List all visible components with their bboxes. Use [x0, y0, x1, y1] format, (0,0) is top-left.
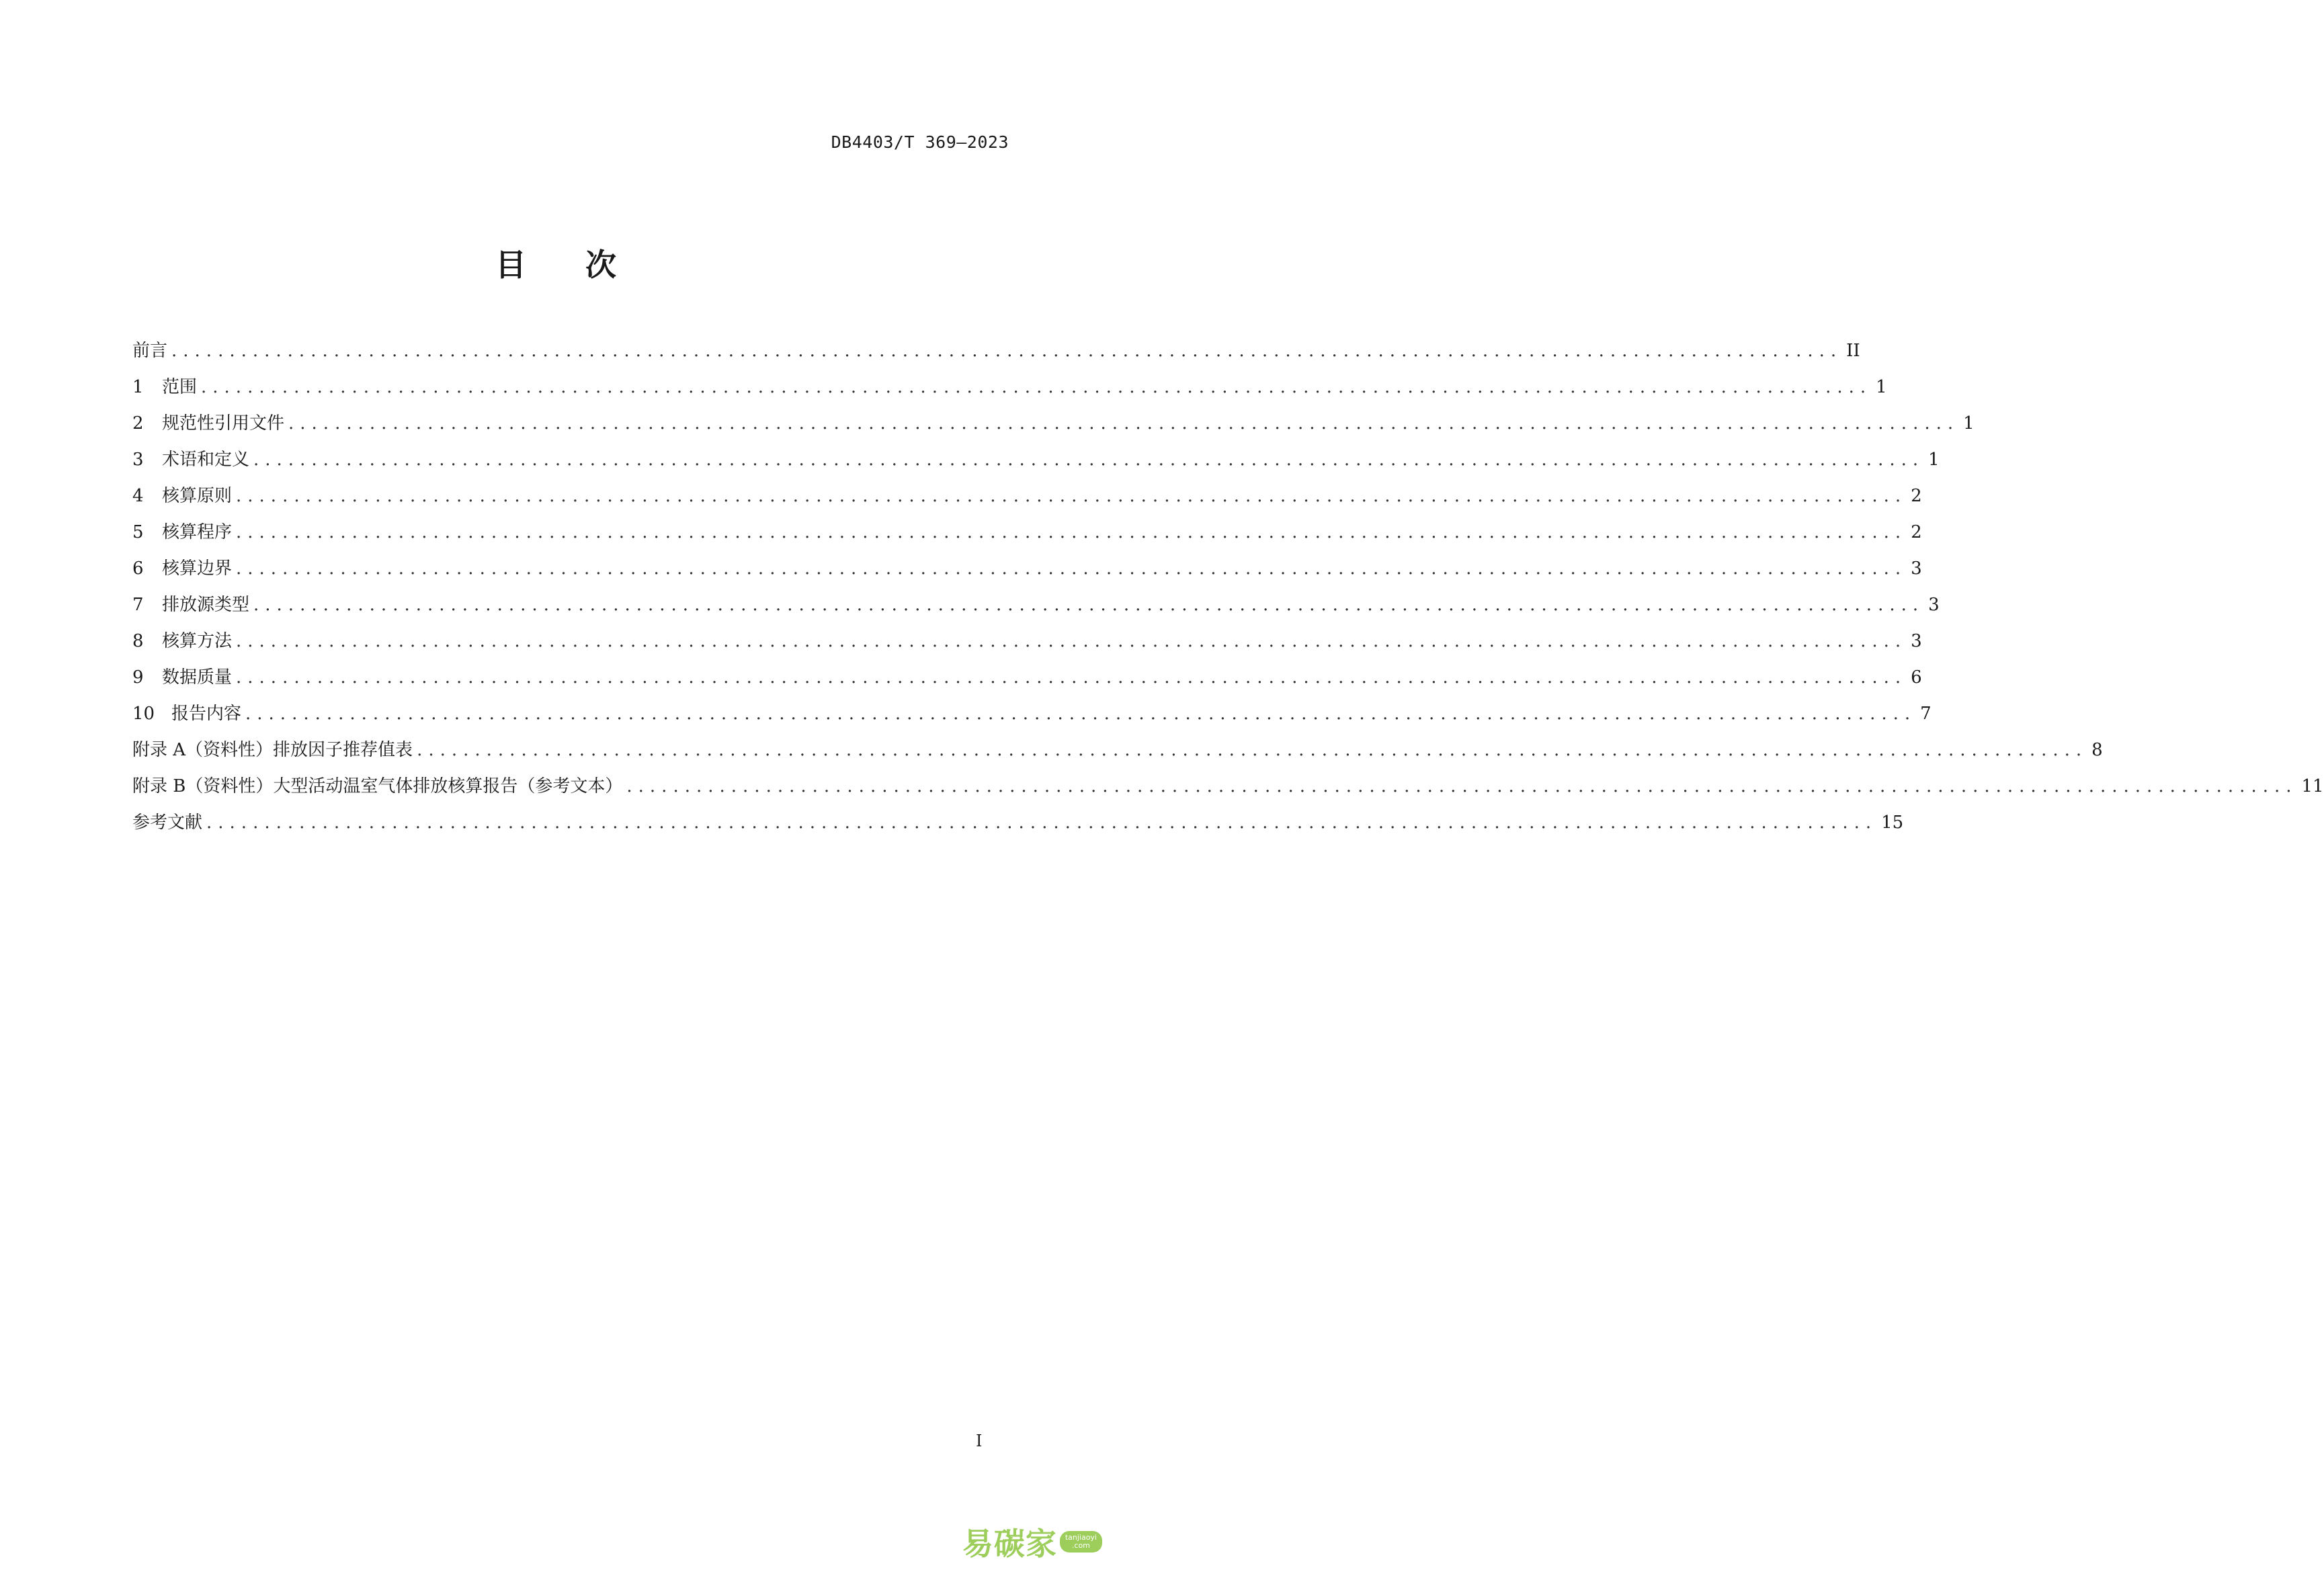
watermark-badge-line2: .com — [1071, 1541, 1090, 1550]
toc-entry-number: 3 — [132, 450, 144, 470]
toc-entry-page: 3 — [1911, 559, 1922, 579]
toc-entry-title: 范围 — [162, 377, 198, 397]
toc-entry-title: 参考文献 — [132, 813, 203, 833]
toc-entry-5[interactable] — [132, 514, 1922, 550]
toc-entry-page: 1 — [1928, 450, 1940, 470]
watermark-badge-line1: tanjiaoyi — [1065, 1533, 1097, 1542]
toc-entry-title: 核算边界 — [162, 559, 233, 579]
toc-entry-number: 6 — [132, 559, 144, 579]
toc-entry-8[interactable] — [132, 623, 1922, 659]
dot-leader: ................................................................................................................................................ — [245, 704, 1917, 724]
toc-entry-number: 10 — [132, 704, 155, 724]
dot-leader: ................................................................................................................................................ — [236, 522, 1907, 542]
watermark-text: 易碳家 — [962, 1526, 1057, 1562]
dot-leader: ................................................................................................................................................ — [236, 667, 1907, 688]
toc-entry-page: 15 — [1881, 813, 1904, 833]
dot-leader: ................................................................................................................................................ — [417, 740, 2088, 760]
page-title-right: 次 — [585, 247, 616, 283]
toc-entry-appendix-a[interactable] — [132, 732, 2103, 768]
toc-entry-title: 大型活动温室气体排放核算报告（参考文本） — [273, 776, 623, 796]
toc-entry-page: 2 — [1911, 522, 1922, 542]
appendix-label: 附录 A（资料性） — [132, 740, 274, 760]
toc-entry-title: 数据质量 — [162, 667, 233, 688]
toc-entry-title: 报告内容 — [171, 704, 242, 724]
toc-entry-number: 4 — [132, 486, 144, 506]
dot-leader: ................................................................................................................................................ — [253, 595, 1925, 615]
toc-entry-title: 前言 — [132, 341, 168, 361]
dot-leader: ................................................................................................................................................ — [201, 377, 1872, 397]
toc-entry-page: 6 — [1911, 667, 1922, 688]
dot-leader: ................................................................................................................................................ — [206, 813, 1878, 833]
toc-entry-page: 7 — [1920, 704, 1932, 724]
toc-entry-4[interactable] — [132, 478, 1922, 514]
toc-entry-7[interactable] — [132, 587, 1940, 623]
toc-entry-page: II — [1846, 341, 1860, 361]
toc-entry-title: 规范性引用文件 — [162, 413, 285, 433]
dot-leader: ................................................................................................................................................ — [253, 450, 1925, 470]
page-title-left: 目 — [495, 247, 526, 283]
toc-entry-page: 8 — [2091, 740, 2103, 760]
toc-entry-title: 排放因子推荐值表 — [273, 740, 413, 760]
page-number: I — [976, 1432, 983, 1450]
toc-entry-3[interactable] — [132, 442, 1940, 478]
toc-entry-10[interactable] — [132, 696, 1932, 732]
toc-entry-number: 2 — [132, 413, 144, 433]
dot-leader: ................................................................................................................................................ — [626, 776, 2298, 796]
toc-entry-page: 11 — [2301, 776, 2324, 796]
toc-entry-6[interactable] — [132, 550, 1922, 587]
watermark-badge — [1060, 1531, 1102, 1553]
toc-entry-title: 核算原则 — [162, 486, 233, 506]
toc-entry-number: 9 — [132, 667, 144, 688]
toc-entry-number: 8 — [132, 631, 144, 651]
toc-entry-foreword[interactable] — [132, 333, 1860, 369]
dot-leader: ................................................................................................................................................ — [288, 413, 1960, 433]
toc-entry-title: 排放源类型 — [162, 595, 250, 615]
toc-list — [132, 333, 2324, 841]
toc-entry-number: 1 — [132, 377, 144, 397]
dot-leader: ................................................................................................................................................ — [236, 631, 1907, 651]
toc-entry-appendix-b[interactable] — [132, 768, 2324, 804]
toc-entry-page: 3 — [1928, 595, 1940, 615]
toc-entry-2[interactable] — [132, 405, 1975, 442]
toc-entry-number: 5 — [132, 522, 144, 542]
toc-entry-title: 核算方法 — [162, 631, 233, 651]
toc-entry-9[interactable] — [132, 659, 1922, 696]
toc-entry-page: 3 — [1911, 631, 1922, 651]
dot-leader: ................................................................................................................................................ — [236, 486, 1907, 506]
watermark-logo — [962, 1520, 1102, 1564]
toc-entry-1[interactable] — [132, 369, 1887, 405]
toc-entry-title: 术语和定义 — [162, 450, 250, 470]
toc-entry-title: 核算程序 — [162, 522, 233, 542]
toc-entry-page: 2 — [1911, 486, 1922, 506]
toc-entry-references[interactable] — [132, 804, 1904, 841]
toc-entry-page: 1 — [1876, 377, 1887, 397]
toc-entry-page: 1 — [1963, 413, 1975, 433]
dot-leader: ................................................................................................................................................ — [171, 341, 1843, 361]
dot-leader: ................................................................................................................................................ — [236, 559, 1907, 579]
document-code: DB4403/T 369—2023 — [831, 132, 1009, 152]
appendix-label: 附录 B（资料性） — [132, 776, 274, 796]
page-title — [0, 241, 1112, 285]
toc-entry-number: 7 — [132, 595, 144, 615]
